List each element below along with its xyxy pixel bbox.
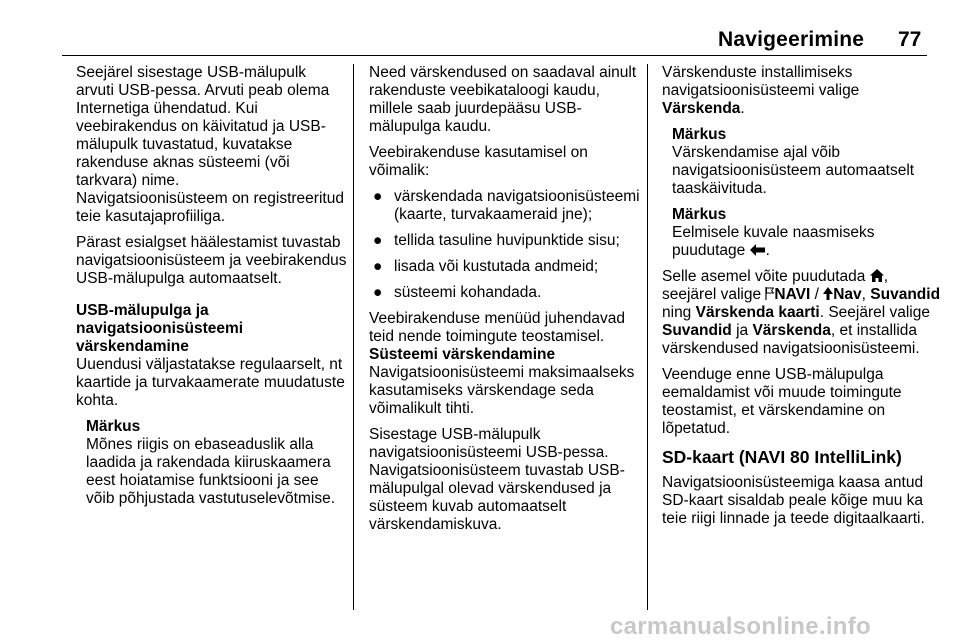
paragraph: Veenduge enne USB-mälupulga eemaldamist või muude toimingute teostamist, et värskendamine on lõpetatud. — [662, 366, 902, 437]
section-heading: SD-kaart (NAVI 80 IntelliLink) — [662, 447, 902, 467]
watermark: carmanualsonline.info — [610, 613, 872, 640]
page-number: 77 — [898, 28, 922, 51]
bullet-list — [369, 188, 641, 302]
header-rule — [62, 55, 927, 56]
paragraph: Veebirakenduse kasutamisel on võimalik: — [369, 144, 588, 179]
bullet-icon: ● — [373, 232, 383, 249]
home-icon — [870, 268, 884, 286]
paragraph: Pärast esialgset häälestamist tuvastab navigatsioonisüsteem ja veebirakendus USB-mälupulga automaatselt. — [76, 234, 347, 287]
note-text: Mõnes riigis on ebaseaduslik alla laadida ja rakendada kiiruskaamera eest hoiatamise funktsiooni ja see võib põhjustada vastutuselevõtmise. — [86, 436, 336, 507]
list-item: ● tellida tasuline huvipunktide sisu; — [373, 232, 620, 249]
column-3 — [662, 64, 942, 536]
column-divider-2 — [647, 64, 648, 610]
paragraph: Värskenduste installimiseks navigatsioonisüsteemi valige Värskenda. — [662, 64, 860, 117]
paragraph: Uuendusi väljastatakse regulaarselt, nt kaartide ja turvakaamerate muudatuste kohta. — [76, 356, 345, 409]
navigation-arrow-icon — [823, 286, 833, 304]
note — [672, 126, 942, 198]
paragraph: Selle asemel võite puudutada , seejärel valige NAVI / Nav, Suvandid ning Värskenda kaarti. Seejärel valige Suvandid ja Värskenda, et installida värskendused navigatsioonisüsteemi. — [662, 268, 941, 357]
list-item: ● värskendada navigatsioonisüsteemi (kaarte, turvakaameraid jne); — [373, 188, 640, 223]
note-text: Eelmisele kuvale naasmiseks puudutage — [672, 224, 875, 259]
note: Märkus Eelmisele kuvale naasmiseks puudutage . — [672, 206, 942, 260]
column-1 — [76, 64, 348, 516]
paragraph: Seejärel sisestage USB-mälupulk arvuti USB-pessa. Arvuti peab olema Internetiga ühendatud. Kui veebirakendus on käivitatud ja USB-mälupulk tuvastatud, kuvatakse rakenduse aknas süsteemi (või tarkvara) nime. — [76, 64, 330, 189]
bullet-icon: ● — [373, 284, 383, 301]
paragraph: Sisestage USB-mälupulk navigatsioonisüsteemi USB-pessa. Navigatsioonisüsteem tuvastab USB-mälupulgal olevad värskendused ja süsteem kuvab automaatselt värskendamiskuva. — [369, 426, 625, 533]
paragraph: Navigatsioonisüsteem on registreeritud teie kasutajaprofiiliga. — [76, 190, 344, 225]
note — [86, 418, 348, 508]
column-divider-1 — [353, 64, 354, 610]
bullet-icon: ● — [373, 188, 383, 205]
subheading: Süsteemi värskendamine — [369, 346, 556, 363]
note-title: Märkus — [672, 206, 727, 223]
note-text: Värskendamise ajal võib navigatsioonisüsteem automaatselt taaskäivituda. — [672, 144, 915, 197]
list-item: ● lisada või kustutada andmeid; — [373, 258, 599, 275]
subheading: USB-mälupulga ja navigatsioonisüsteemi värskendamine — [76, 302, 244, 355]
paragraph: Need värskendused on saadaval ainult rakenduste veebikataloogi kaudu, millele saab juurdepääsu USB-mälupulga kaudu. — [369, 64, 637, 135]
bullet-icon: ● — [373, 258, 383, 275]
note-title: Märkus — [672, 126, 727, 143]
paragraph: Veebirakenduse menüüd juhendavad teid nende toimingute teostamisel. — [369, 310, 625, 345]
note-title: Märkus — [86, 418, 141, 435]
paragraph: Navigatsioonisüsteemi maksimaalseks kasutamiseks värskendage seda võimalikult tihti. — [369, 364, 635, 417]
back-arrow-icon — [750, 242, 766, 260]
column-2 — [369, 64, 641, 542]
paragraph: Navigatsioonisüsteemiga kaasa antud SD-kaart sisaldab peale kõige muu ka teie riigi linnade ja teede digitaalkaarti. — [662, 474, 925, 527]
page-header-title: Navigeerimine — [718, 28, 865, 51]
list-item: ● süsteemi kohandada. — [373, 284, 542, 301]
